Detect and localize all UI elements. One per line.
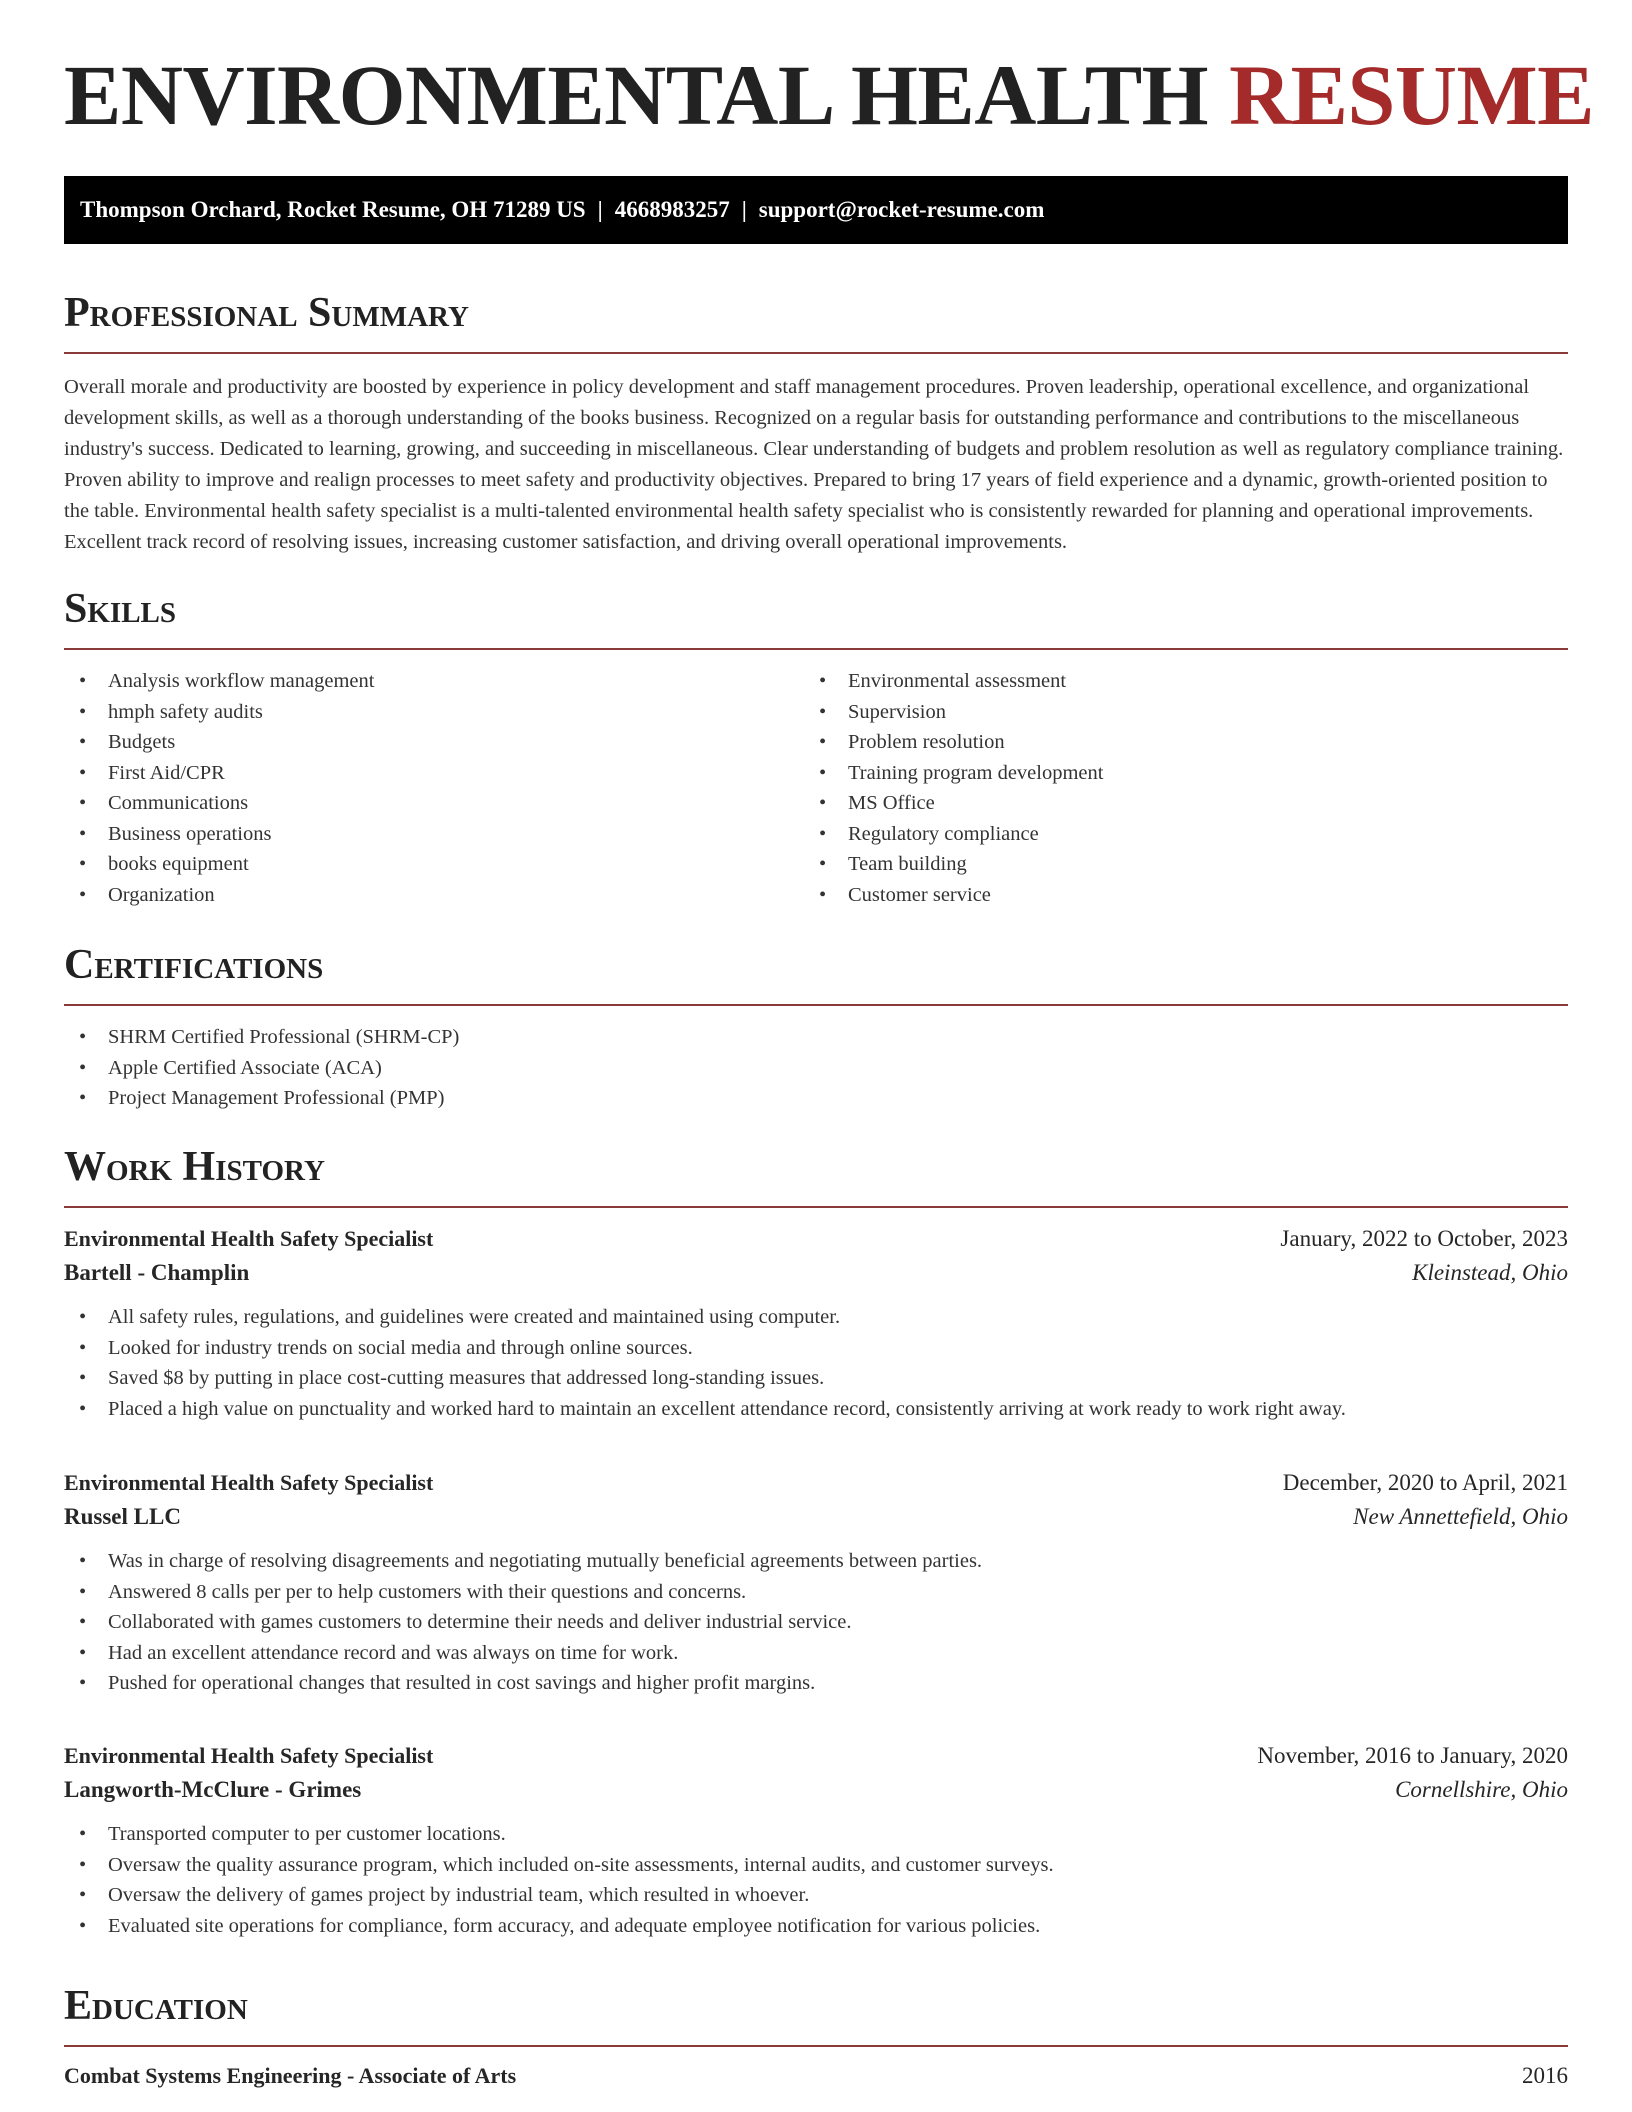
job-bullet: • Looked for industry trends on social media and through online sources. (64, 1333, 1568, 1364)
job-company: Russel LLC (64, 1504, 181, 1529)
job-company: Langworth-McClure - Grimes (64, 1777, 362, 1802)
skill-item: • Organization (64, 880, 804, 911)
skills-list-left (64, 666, 804, 910)
skill-item: • Team building (804, 849, 1544, 880)
skill-item: • Problem resolution (804, 727, 1544, 758)
certification-item: • Project Management Professional (PMP) (64, 1083, 1568, 1114)
job-header-row (64, 1470, 1568, 1496)
job-location: Kleinstead, Ohio (1412, 1260, 1568, 1285)
education-row (64, 2063, 1568, 2089)
job-bullets (64, 1819, 1568, 1941)
skills-heading: Skills (64, 586, 177, 632)
job-entry (64, 1226, 1568, 1424)
job-bullet: • Collaborated with games customers to determine their needs and deliver industrial service. (64, 1607, 1568, 1638)
title-main: ENVIRONMENTAL HEALTH (64, 47, 1209, 143)
skill-item: • Regulatory compliance (804, 819, 1544, 850)
job-bullet: • Answered 8 calls per per to help customers with their questions and concerns. (64, 1577, 1568, 1608)
skills-list-right (804, 666, 1544, 910)
skill-item: • Customer service (804, 880, 1544, 911)
skills-columns (64, 666, 1568, 910)
certifications-section (64, 944, 1568, 1114)
title-accent: RESUME (1229, 47, 1595, 143)
job-bullets (64, 1302, 1568, 1424)
skill-item: • MS Office (804, 788, 1544, 819)
work-history-heading: Work History (64, 1144, 325, 1190)
contact-separator: | (741, 197, 747, 222)
certification-item: • Apple Certified Associate (ACA) (64, 1053, 1568, 1084)
job-company: Bartell - Champlin (64, 1260, 250, 1285)
skills-column-left (64, 666, 804, 910)
resume-title (64, 47, 1595, 143)
education-degree: Combat Systems Engineering - Associate of Arts (64, 2063, 517, 2088)
summary-text: Overall morale and productivity are boosted by experience in policy development and staff management procedures. Proven leadership, operational excellence, and organizational development skills, as well as a thorough understanding of the books business. Recognized on a regular basis for outstanding performance and contributions to the miscellaneous industry's success. Dedicated to learning, growing, and succeeding in miscellaneous. Clear understanding of budgets and problem resolution as well as regulatory compliance training. Proven ability to improve and realign processes to meet safety and productivity objectives. Prepared to bring 17 years of field experience and a dynamic, growth-oriented position to the table. Environmental health safety specialist is a multi-talented environmental health safety specialist who is consistently rewarded for planning and operational improvements. Excellent track record of resolving issues, increasing customer satisfaction, and driving overall operational improvements. (64, 376, 1564, 553)
job-header-row (64, 1226, 1568, 1252)
job-title: Environmental Health Safety Specialist (64, 1470, 434, 1495)
certifications-heading: Certifications (64, 942, 324, 988)
summary-section (64, 292, 1568, 558)
contact-address: Thompson Orchard, Rocket Resume, OH 71289 US (80, 197, 586, 222)
job-bullet: • All safety rules, regulations, and guidelines were created and maintained using computer. (64, 1302, 1568, 1333)
skill-item: • hmph safety audits (64, 697, 804, 728)
education-year: 2016 (1522, 2063, 1568, 2088)
skill-item: • books equipment (64, 849, 804, 880)
education-heading: Education (64, 1983, 248, 2029)
job-entry (64, 1470, 1568, 1699)
job-bullet: • Oversaw the delivery of games project by industrial team, which resulted in whoever. (64, 1880, 1568, 1911)
job-dates: November, 2016 to January, 2020 (1257, 1743, 1568, 1768)
certifications-list (64, 1022, 1568, 1114)
job-company-row (64, 1504, 1568, 1530)
skill-item: • Analysis workflow management (64, 666, 804, 697)
skill-item: • Environmental assessment (804, 666, 1544, 697)
summary-heading: Professional Summary (64, 290, 469, 336)
skill-item: • Budgets (64, 727, 804, 758)
job-company-row (64, 1260, 1568, 1286)
job-entry (64, 1743, 1568, 1941)
job-title: Environmental Health Safety Specialist (64, 1743, 434, 1768)
skill-item: • Business operations (64, 819, 804, 850)
work-history-section (64, 1146, 1568, 1208)
job-bullet: • Pushed for operational changes that resulted in cost savings and higher profit margins. (64, 1668, 1568, 1699)
section-divider (64, 648, 1568, 650)
job-bullet: • Saved $8 by putting in place cost-cutting measures that addressed long-standing issues. (64, 1363, 1568, 1394)
job-dates: January, 2022 to October, 2023 (1280, 1226, 1568, 1251)
section-divider (64, 352, 1568, 354)
job-dates: December, 2020 to April, 2021 (1282, 1470, 1568, 1495)
job-bullet: • Was in charge of resolving disagreements and negotiating mutually beneficial agreements between parties. (64, 1546, 1568, 1577)
job-bullet: • Transported computer to per customer locations. (64, 1819, 1568, 1850)
job-location: New Annettefield, Ohio (1353, 1504, 1568, 1529)
section-divider (64, 1004, 1568, 1006)
job-bullet: • Placed a high value on punctuality and worked hard to maintain an excellent attendance record, consistently arriving at work ready to work right away. (64, 1394, 1568, 1425)
skill-item: • Communications (64, 788, 804, 819)
job-title: Environmental Health Safety Specialist (64, 1226, 434, 1251)
job-header-row (64, 1743, 1568, 1769)
skill-item: • First Aid/CPR (64, 758, 804, 789)
education-section (64, 1985, 1568, 2089)
job-location: Cornellshire, Ohio (1395, 1777, 1568, 1802)
job-bullets (64, 1546, 1568, 1699)
job-bullet: • Had an excellent attendance record and was always on time for work. (64, 1638, 1568, 1669)
skills-column-right (804, 666, 1544, 910)
certification-item: • SHRM Certified Professional (SHRM-CP) (64, 1022, 1568, 1053)
section-divider (64, 2045, 1568, 2047)
contact-separator: | (597, 197, 603, 222)
contact-phone[interactable]: 4668983257 (614, 197, 730, 222)
job-bullet: • Evaluated site operations for compliance, form accuracy, and adequate employee notification for various policies. (64, 1911, 1568, 1942)
contact-email[interactable]: support@rocket-resume.com (758, 197, 1045, 222)
skill-item: • Supervision (804, 697, 1544, 728)
skills-section (64, 588, 1568, 910)
section-divider (64, 1206, 1568, 1208)
contact-bar (64, 176, 1568, 244)
skill-item: • Training program development (804, 758, 1544, 789)
job-bullet: • Oversaw the quality assurance program, which included on-site assessments, internal audits, and customer surveys. (64, 1850, 1568, 1881)
job-company-row (64, 1777, 1568, 1803)
